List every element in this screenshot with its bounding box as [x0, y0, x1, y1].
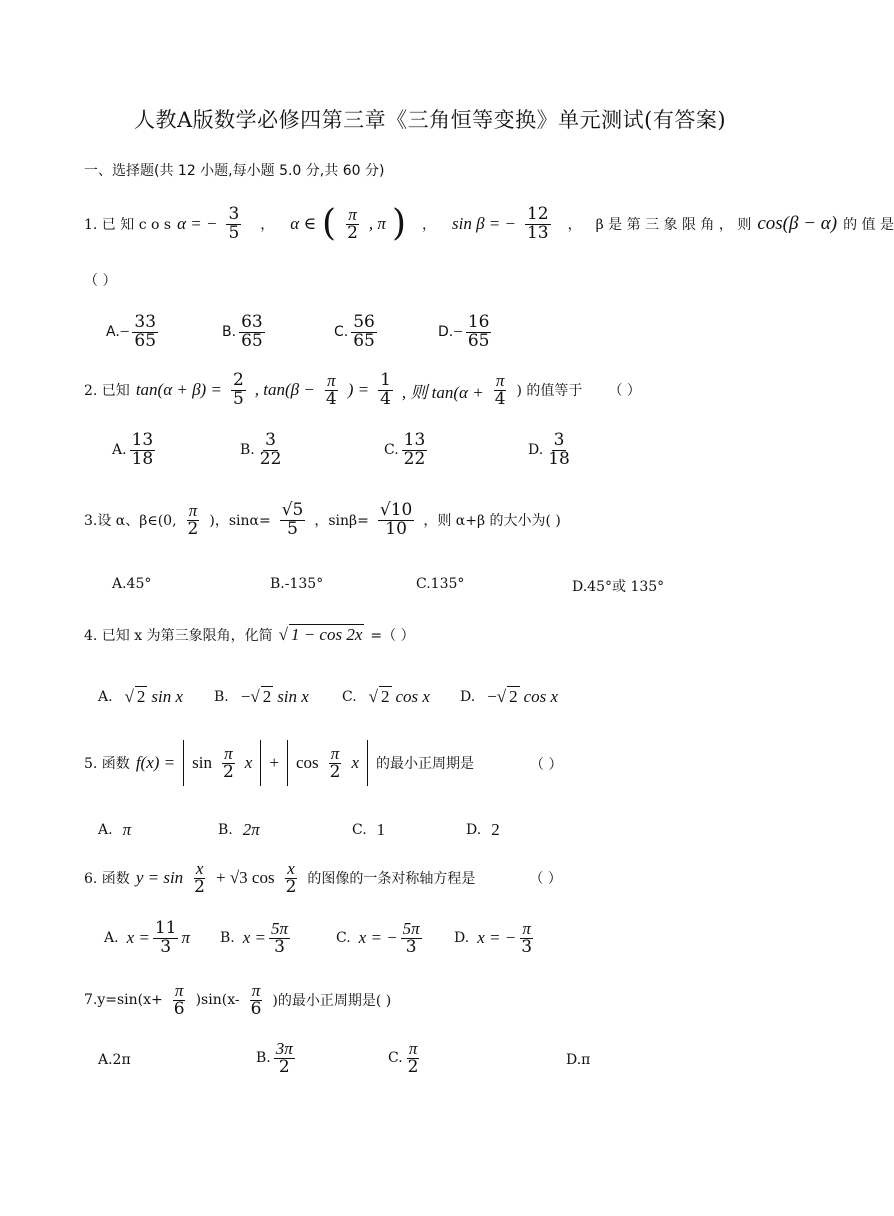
q4-opt-d-root: 2 — [509, 687, 518, 706]
q5-option-a[interactable] — [98, 820, 131, 840]
q2-f3-den: 4 — [380, 388, 391, 409]
q4-end: =（ ） — [370, 627, 415, 644]
q4-opt-a-label: A. — [98, 688, 113, 705]
q2-f1-num: 2 — [232, 370, 244, 390]
q2-opt-d-frac — [546, 432, 572, 469]
q5-f1-den: 2 — [222, 761, 234, 782]
q2-opt-d-den: 18 — [548, 448, 570, 469]
q1-answer-paren: （ ） — [84, 273, 117, 289]
q1-beta-text: β 是 第 三 象 限 角 ， 则 — [595, 217, 752, 234]
q5-cos: cos — [295, 753, 319, 772]
q3-f1-num: π — [188, 501, 198, 520]
q2-f4-num: π — [495, 371, 505, 390]
q6-opt-b-den: 3 — [274, 936, 285, 957]
q5-x1: x — [244, 753, 253, 772]
q2-answer-paren: （ ） — [608, 383, 641, 400]
q6-opt-a-num: 11 — [154, 918, 177, 938]
q4-opt-b-label: B. — [214, 688, 229, 705]
q4-opt-b-fn: sin x — [277, 686, 309, 706]
q4-opt-d-label: D. — [460, 688, 476, 705]
q2-opt-d-num: 3 — [553, 430, 565, 450]
q1-b-num: π — [348, 205, 357, 224]
q6-opt-d-pre: x = − — [477, 928, 517, 948]
q7-opt-c-frac — [406, 1040, 421, 1077]
q3-option-b[interactable]: B.-135° — [270, 576, 324, 592]
q7-f2-num: π — [251, 981, 261, 1000]
q7-opt-b-den: 2 — [278, 1056, 290, 1077]
q7-f1-num: π — [174, 981, 184, 1000]
q5-x2: x — [351, 753, 359, 772]
q5-answer-paren: （ ） — [530, 757, 563, 773]
q3-prefix: 3.设 α、β∈(0, — [84, 513, 177, 530]
q5-frac1 — [221, 745, 236, 782]
q3-mid2: ，sinβ= — [314, 513, 369, 530]
q3-f2-den: 5 — [287, 518, 298, 539]
question-6 — [84, 860, 562, 897]
q3-option-d[interactable]: D.45°或 135° — [572, 579, 665, 595]
q2-expr4: , 则 tan(α + — [401, 382, 484, 402]
q1-opt-b-frac — [239, 314, 265, 351]
q5-option-c[interactable] — [352, 820, 385, 840]
q7-frac2 — [249, 982, 264, 1019]
q1-opt-d-den: 65 — [467, 330, 490, 351]
q1-option-c[interactable] — [334, 314, 380, 351]
q5-plus: + — [269, 753, 279, 772]
q6-opt-b-label: B. — [220, 930, 235, 947]
q4-opt-c-root: 2 — [381, 687, 390, 706]
q6-option-c[interactable] — [336, 920, 425, 957]
q6-opt-d-label: D. — [454, 930, 470, 947]
q1-prefix: 1. 已 知 c o s — [84, 217, 172, 234]
q7-opt-c-label: C. — [388, 1050, 403, 1067]
q7-opt-b-label: B. — [256, 1050, 271, 1067]
q6-plus: + √3 cos — [216, 868, 275, 888]
q5-prefix: 5. 函数 — [84, 756, 130, 772]
q6-opt-c-den: 3 — [405, 936, 417, 957]
q5-opt-c-label: C. — [352, 822, 367, 838]
q5-opt-d-label: D. — [466, 822, 482, 838]
q6-option-b[interactable] — [220, 920, 293, 957]
q6-f2-den: 2 — [285, 876, 297, 897]
q5-opt-d-val: 2 — [491, 820, 500, 839]
q6-f2-num: x — [287, 859, 295, 878]
q6-opt-d-num: π — [522, 919, 531, 938]
q2-expr1: tan(α + β) = — [135, 380, 222, 400]
q4-opt-c-fn: cos x — [395, 686, 430, 706]
q3-frac3 — [378, 502, 414, 539]
q2-opt-b-frac — [258, 432, 284, 469]
q7-mid: )sin(x- — [195, 992, 240, 1009]
q1-opt-b-label: B. — [222, 324, 237, 341]
q5-f1-num: π — [224, 743, 233, 763]
q5-f2-den: 2 — [329, 761, 341, 782]
q3-frac1 — [186, 502, 201, 539]
q7-option-d[interactable]: D.π — [566, 1052, 591, 1068]
q4-opt-b-pre: − — [240, 686, 251, 706]
q7-f2-den: 6 — [250, 998, 262, 1019]
q1-opt-a-frac — [132, 314, 158, 351]
q3-f3-num: √10 — [379, 500, 413, 520]
q4-option-a[interactable]: A. √ 2 sin x — [98, 686, 184, 706]
q2-f2-num: π — [327, 371, 336, 390]
q3-f1-den: 2 — [187, 518, 199, 539]
q1-c-den: 13 — [526, 222, 549, 243]
q4-option-d[interactable]: D. − √ 2 cos x — [460, 686, 559, 706]
q6-opt-b-pre: x = — [242, 928, 267, 948]
q6-end: 的图像的一条对称轴方程是 — [307, 871, 476, 888]
q1-option-a[interactable] — [106, 314, 161, 351]
q5-sin: sin — [192, 753, 212, 772]
q2-option-d[interactable] — [528, 432, 575, 469]
q1-opt-b-num: 63 — [241, 312, 263, 332]
q6-prefix: 6. 函数 — [84, 871, 130, 888]
q2-expr2: , tan(β − — [254, 380, 315, 400]
q2-opt-c-label: C. — [384, 442, 399, 459]
q1-a-den: 5 — [228, 222, 240, 243]
q3-end: ，则 α+β 的大小为( ) — [423, 513, 561, 530]
q5-opt-b-val: 2π — [242, 820, 260, 839]
q2-frac3 — [378, 372, 393, 409]
q7-option-b[interactable] — [256, 1040, 298, 1077]
q2-frac4 — [493, 372, 508, 409]
q4-radicand: 1 − cos 2x — [290, 625, 363, 644]
q1-option-d[interactable] — [438, 314, 494, 351]
q2-opt-b-label: B. — [240, 442, 255, 459]
q1-opt-d-label: D. — [438, 324, 454, 341]
q1-opt-d-frac — [466, 314, 492, 351]
q1-sinbeta: sin β = − — [451, 214, 516, 234]
q7-opt-b-frac — [274, 1040, 295, 1077]
q1-cond: α ∈ — [290, 214, 317, 234]
q4-option-c[interactable]: C. √ 2 cos x — [342, 686, 430, 706]
q2-option-b[interactable] — [240, 432, 286, 469]
q2-opt-c-den: 22 — [403, 448, 426, 469]
q6-opt-a-post: π — [181, 928, 191, 948]
q6-option-a[interactable] — [104, 920, 190, 957]
q1-option-b[interactable] — [222, 314, 268, 351]
q1-opt-a-num: 33 — [134, 312, 157, 332]
q2-frac2 — [324, 372, 339, 409]
question-3 — [84, 502, 561, 539]
q2-prefix: 2. 已知 — [84, 383, 130, 400]
q5-opt-c-val: 1 — [376, 820, 386, 839]
q2-opt-b-den: 22 — [259, 448, 282, 469]
q1-fraction-b — [345, 206, 360, 243]
q1-opt-d-sign: − — [453, 322, 463, 342]
q5-opt-a-val: π — [122, 820, 132, 839]
q3-option-a[interactable]: A.45° — [112, 576, 152, 592]
q1-opt-c-num: 56 — [353, 312, 375, 332]
q4-option-b[interactable]: B. − √ 2 sin x — [214, 686, 309, 706]
q4-opt-c-label: C. — [342, 688, 357, 705]
q6-frac1 — [192, 860, 207, 897]
section-heading: 一、选择题(共 12 小题,每小题 5.0 分,共 60 分) — [84, 163, 385, 179]
question-4: 4. 已知 x 为第三象限角，化简 √ 1 − cos 2x =（ ） — [84, 625, 415, 644]
q2-opt-a-frac — [130, 432, 156, 469]
q4-opt-a-root: 2 — [136, 687, 146, 706]
q7-opt-c-den: 2 — [407, 1056, 419, 1077]
q7-frac1 — [172, 982, 187, 1019]
q6-opt-c-label: C. — [336, 930, 351, 947]
q7-option-a[interactable]: A.2π — [98, 1052, 131, 1068]
q1-opt-c-label: C. — [334, 324, 349, 341]
q1-fraction-c — [525, 206, 551, 243]
q3-option-c[interactable]: C.135° — [416, 576, 465, 592]
question-5 — [84, 740, 474, 786]
q2-option-c[interactable] — [384, 432, 430, 469]
q2-f4-den: 4 — [494, 388, 506, 409]
page-title: 人教A版数学必修四第三章《三角恒等变换》单元测试(有答案) — [133, 108, 727, 132]
q6-opt-a-den: 3 — [160, 936, 172, 957]
q1-opt-a-sign: − — [119, 322, 130, 342]
q2-expr5: ) 的值等于 — [516, 383, 583, 400]
q1-c-num: 12 — [526, 204, 549, 224]
q2-f1-den: 5 — [232, 388, 244, 409]
q2-opt-c-frac — [402, 432, 428, 469]
q2-opt-d-label: D. — [528, 442, 544, 459]
q3-mid1: )，sinα= — [209, 513, 271, 530]
q6-opt-c-pre: x = − — [358, 928, 398, 948]
q6-answer-paren: （ ） — [529, 871, 562, 888]
q1-pi: , π — [368, 214, 386, 234]
q1-opt-b-den: 65 — [241, 330, 263, 351]
q7-opt-c-num: π — [408, 1039, 418, 1058]
q3-f2-num: √5 — [281, 500, 304, 520]
q4-prefix: 4. 已知 x 为第三象限角，化简 — [84, 627, 273, 644]
q6-opt-b-num: 5π — [271, 919, 289, 938]
q5-opt-a-label: A. — [98, 822, 113, 838]
q6-opt-a-label: A. — [104, 930, 119, 947]
q6-opt-a-frac — [153, 920, 179, 957]
q2-frac1 — [231, 372, 246, 409]
q2-opt-a-label: A. — [112, 442, 127, 459]
q5-frac2 — [328, 745, 343, 782]
q1-opt-c-frac — [351, 314, 377, 351]
q2-opt-c-num: 13 — [403, 430, 426, 450]
q2-f3-num: 1 — [380, 370, 391, 390]
q2-opt-b-num: 3 — [265, 430, 276, 450]
q6-opt-c-frac — [401, 920, 422, 957]
q6-opt-c-num: 5π — [402, 919, 420, 938]
q7-end: )的最小正周期是( ) — [272, 993, 392, 1010]
q7-option-c[interactable] — [388, 1040, 424, 1077]
q1-opt-a-den: 65 — [134, 330, 157, 351]
q6-opt-a-pre: x = — [126, 928, 150, 948]
q5-f2-num: π — [330, 743, 340, 763]
q2-option-a[interactable] — [112, 432, 158, 469]
q3-f3-den: 10 — [385, 518, 407, 539]
q7-f1-den: 6 — [173, 998, 185, 1019]
q5-end: 的最小正周期是 — [375, 756, 474, 772]
question-1: 1. 已 知 c o s α = − $\frac{3}{5}$ ， α ∈ ( $\frac{\pi}{2}$ , π ) ， sin β = − $\frac{12}{13}$ ， β 是 第 三 象 限 角 ， 则 cos(β − α) 的 值 是 — [84, 203, 894, 245]
q5-option-b[interactable] — [218, 820, 260, 840]
q1-fraction-a — [226, 206, 241, 243]
q1-opt-d-num: 16 — [467, 312, 490, 332]
q5-fx: f(x) = — [135, 753, 176, 772]
q5-option-d[interactable] — [466, 820, 500, 840]
q3-frac2 — [280, 502, 306, 539]
q6-frac2 — [284, 860, 299, 897]
q2-opt-a-num: 13 — [131, 430, 154, 450]
q6-opt-b-frac — [269, 920, 290, 957]
q6-f1-num: x — [195, 859, 204, 878]
q1-opt-a-label: A. — [106, 324, 120, 341]
q6-opt-d-frac — [519, 920, 534, 957]
q2-opt-a-den: 18 — [131, 448, 154, 469]
q6-option-d[interactable] — [454, 920, 537, 957]
question-2 — [84, 372, 641, 409]
q1-cos-expr: cos(β − α) — [757, 213, 838, 235]
q4-opt-d-pre: − — [487, 686, 497, 706]
q1-end: 的 值 是 — [843, 217, 894, 234]
q6-f1-den: 2 — [194, 876, 205, 897]
q5-opt-b-label: B. — [218, 822, 233, 838]
question-7 — [84, 982, 391, 1019]
q1-b-den: 2 — [347, 222, 358, 243]
q1-a-num: 3 — [228, 204, 240, 224]
q1-opt-c-den: 65 — [353, 330, 375, 351]
q4-opt-b-root: 2 — [262, 687, 272, 706]
q2-f2-den: 4 — [325, 388, 337, 409]
q6-opt-d-den: 3 — [521, 936, 533, 957]
q1-alpha-eq: α = − — [177, 214, 218, 234]
q7-opt-b-num: 3π — [275, 1039, 293, 1058]
q4-opt-a-fn: sin x — [151, 686, 184, 706]
q4-opt-d-fn: cos x — [523, 686, 559, 706]
q2-expr3: ) = — [347, 380, 370, 400]
q6-y: y = sin — [135, 868, 184, 888]
q7-prefix: 7.y=sin(x+ — [84, 992, 163, 1009]
